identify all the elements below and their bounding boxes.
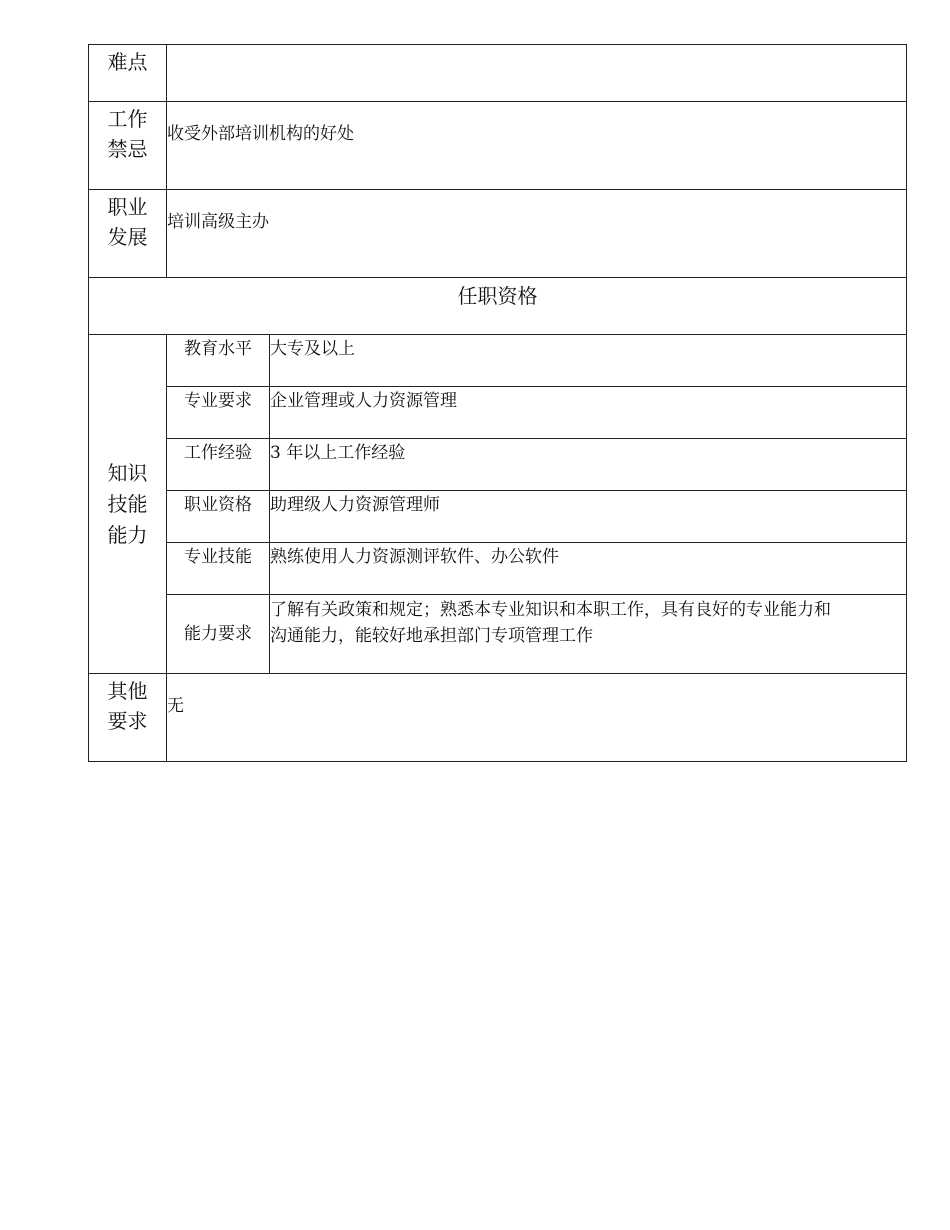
qual-value: 3 年以上工作经验 (270, 439, 907, 491)
qual-row (89, 387, 907, 439)
qual-label: 专业要求 (167, 387, 270, 439)
value-career: 培训高级主办 (167, 190, 907, 278)
value-other: 无 (167, 674, 907, 762)
label-other: 其他 要求 (89, 674, 167, 762)
row-section-title (89, 278, 907, 335)
value-difficulty (167, 45, 907, 102)
label-career: 职业 发展 (89, 190, 167, 278)
qual-label: 能力要求 (167, 595, 270, 674)
qual-value: 了解有关政策和规定；熟悉本专业知识和本职工作，具有良好的专业能力和 沟通能力，能较好地承担部门专项管理工作 (270, 595, 907, 674)
qual-label: 职业资格 (167, 491, 270, 543)
qual-row (89, 439, 907, 491)
qual-row (89, 543, 907, 595)
qual-value: 助理级人力资源管理师 (270, 491, 907, 543)
qual-row (89, 335, 907, 387)
qual-value: 企业管理或人力资源管理 (270, 387, 907, 439)
row-taboo (89, 102, 907, 190)
qual-label: 教育水平 (167, 335, 270, 387)
qual-row (89, 491, 907, 543)
qual-value: 熟练使用人力资源测评软件、办公软件 (270, 543, 907, 595)
job-description-table (88, 44, 907, 762)
qual-group-label: 知识 技能 能力 (89, 335, 167, 674)
row-career (89, 190, 907, 278)
value-taboo: 收受外部培训机构的好处 (167, 102, 907, 190)
label-difficulty: 难点 (89, 45, 167, 102)
qual-label: 专业技能 (167, 543, 270, 595)
qual-row (89, 595, 907, 674)
row-other (89, 674, 907, 762)
label-taboo: 工作 禁忌 (89, 102, 167, 190)
qual-value: 大专及以上 (270, 335, 907, 387)
row-difficulty (89, 45, 907, 102)
qual-label: 工作经验 (167, 439, 270, 491)
section-title: 任职资格 (89, 278, 907, 335)
